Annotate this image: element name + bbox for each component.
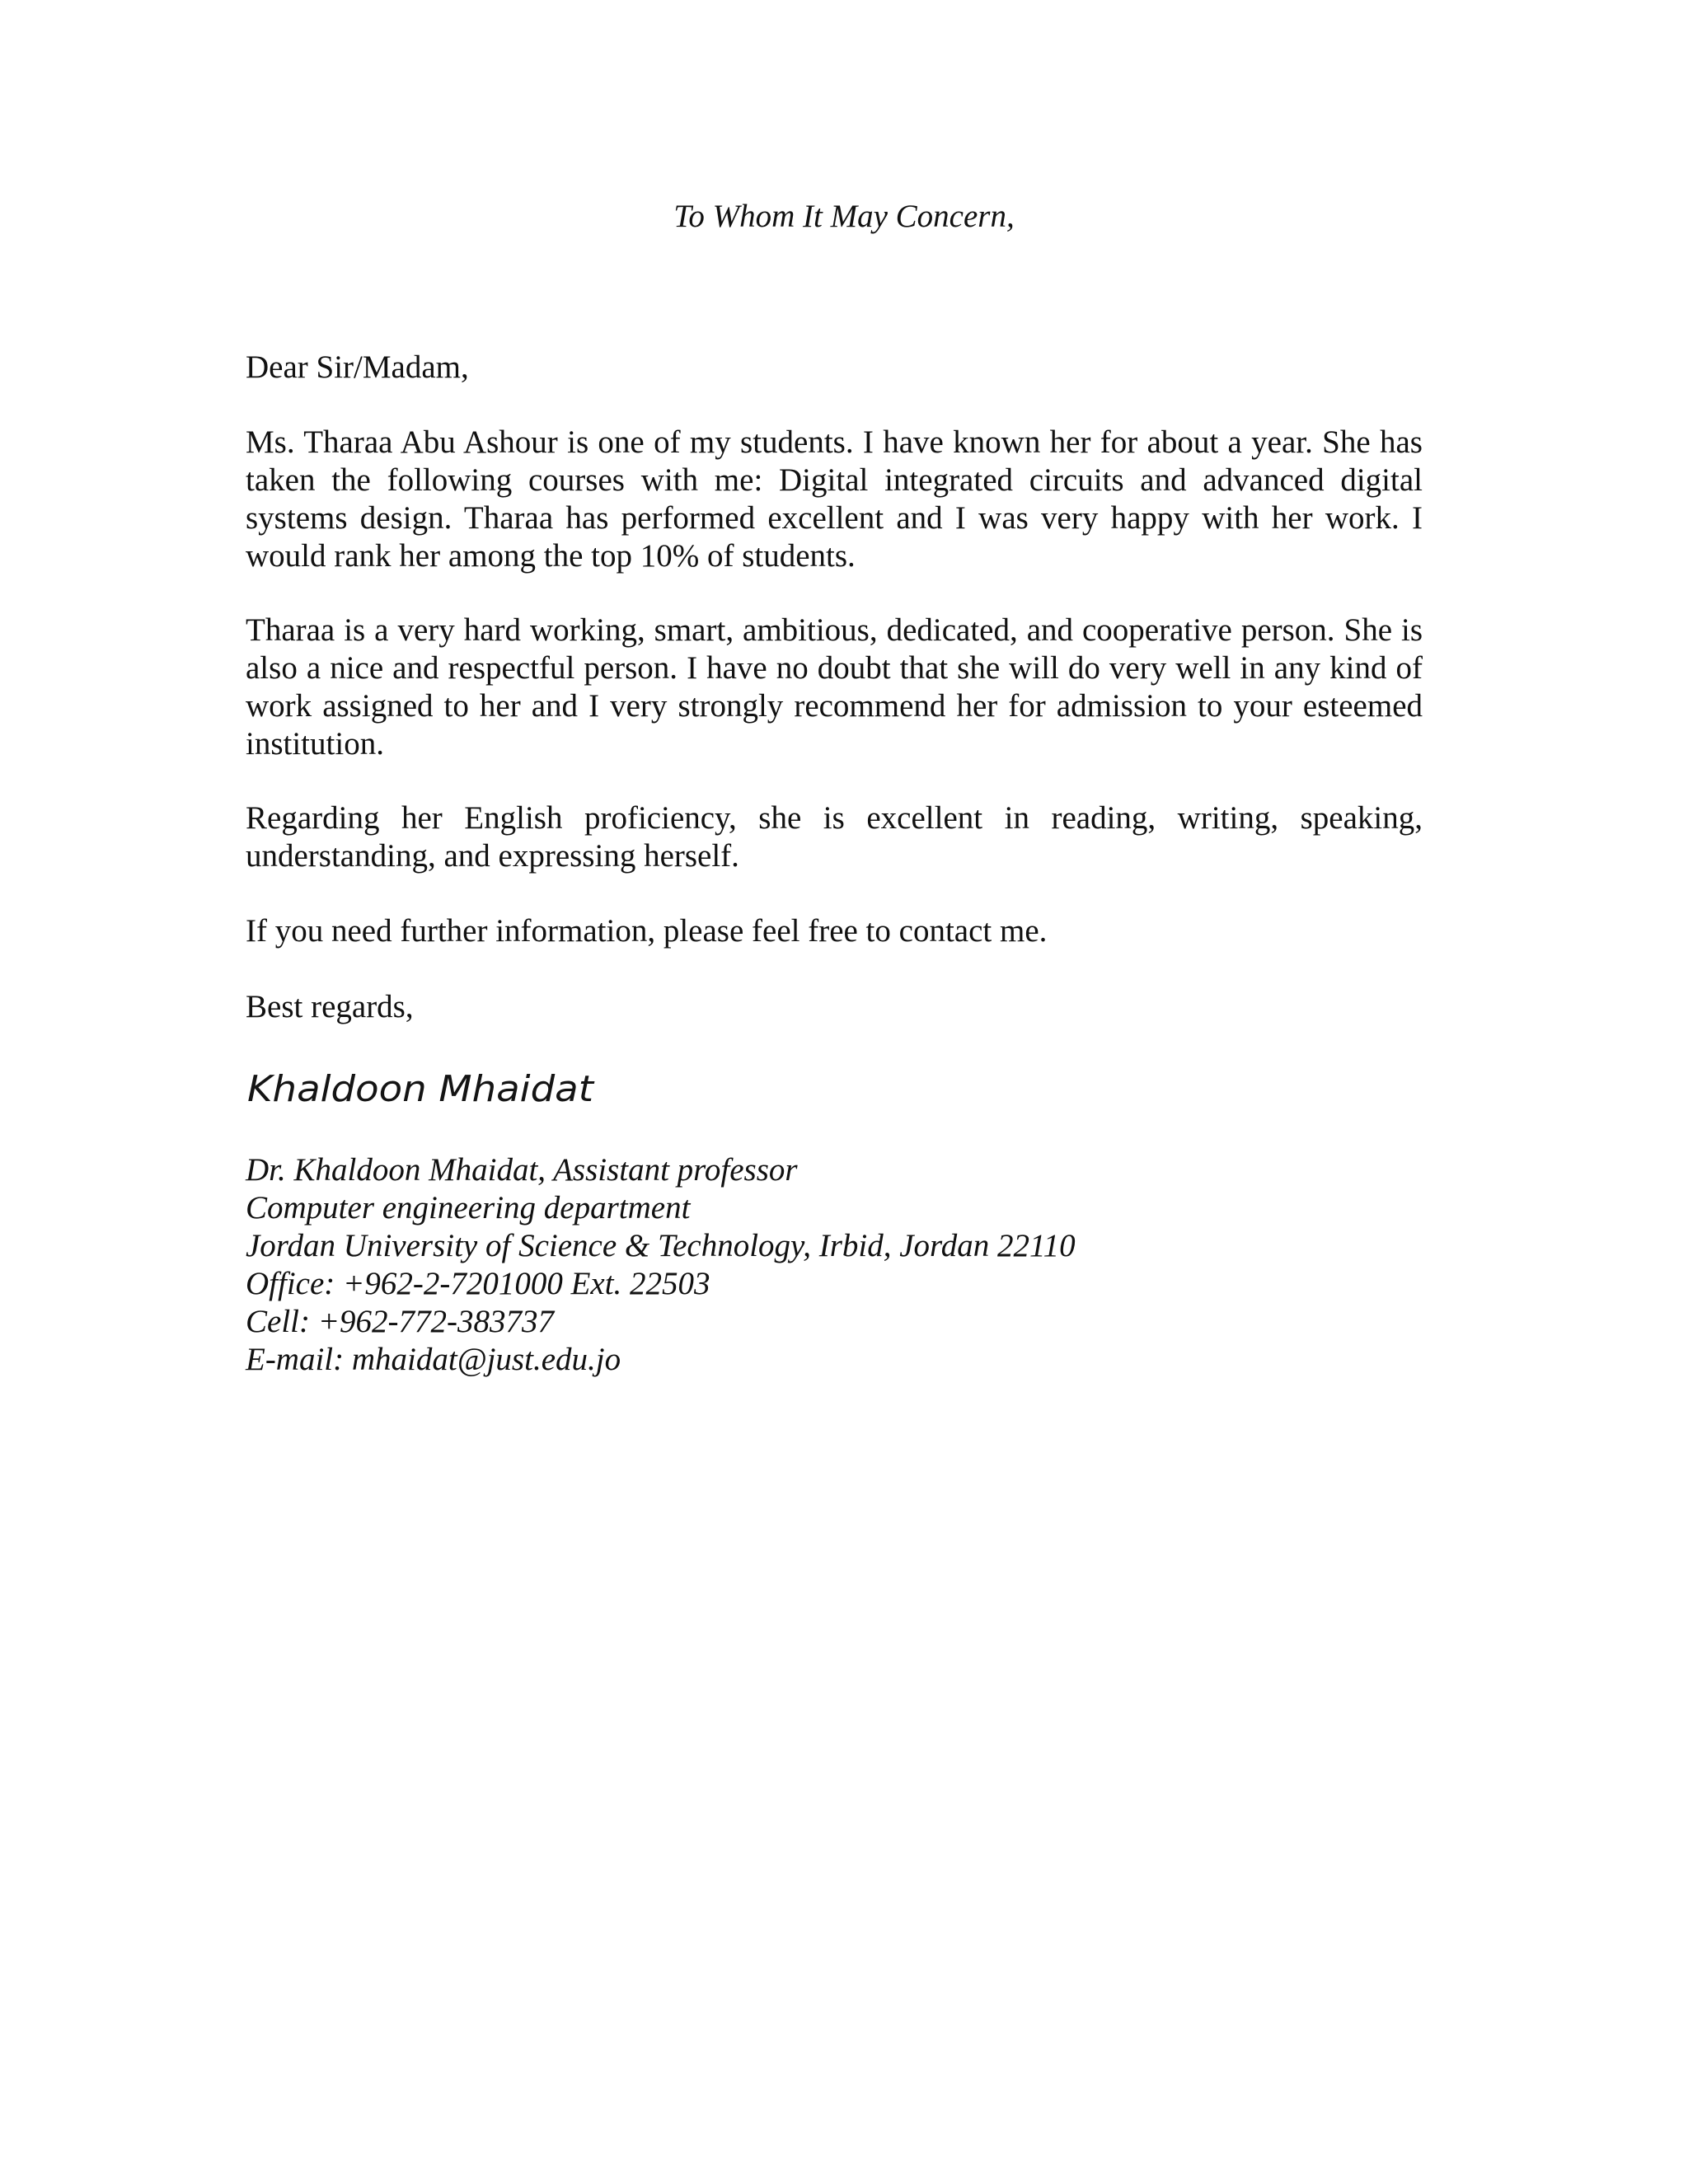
signature-text: Khaldoon Mhaidat: [247, 1068, 595, 1110]
closing: Best regards,: [246, 989, 414, 1024]
signer-name-title: Dr. Khaldoon Mhaidat, Assistant professor: [246, 1152, 798, 1188]
signature-block: [246, 1151, 1423, 1379]
body-paragraph-1: Ms. Tharaa Abu Ashour is one of my students. I have known her for about a year. She has taken the following courses with me: Digital integrated circuits and advanced digital systems design. Tharaa has performed excellent and I was very happy with her work. I would rank her among the top 10% of students.: [246, 424, 1423, 574]
handwritten-signature: [246, 1060, 707, 1118]
body-paragraph-3: Regarding her English proficiency, she is excellent in reading, writing, speaking, understanding, and expressing herself.: [246, 800, 1423, 874]
salutation: Dear Sir/Madam,: [246, 349, 469, 385]
signer-university: Jordan University of Science & Technology, Irbid, Jordan 22110: [246, 1228, 1076, 1263]
signer-email: E-mail: mhaidat@just.edu.jo: [246, 1342, 621, 1377]
body-paragraph-4: If you need further information, please feel free to contact me.: [246, 913, 1048, 949]
signer-office-phone: Office: +962-2-7201000 Ext. 22503: [246, 1266, 710, 1301]
signer-department: Computer engineering department: [246, 1190, 691, 1226]
signer-cell-phone: Cell: +962-772-383737: [246, 1304, 555, 1339]
body-paragraph-2: Tharaa is a very hard working, smart, ambitious, dedicated, and cooperative person. She is also a nice and respectful person. I have no doubt that she will do very well in any kind of work assigned to her and I very strongly recommend her for admission to your esteemed institution.: [246, 612, 1423, 762]
letter-heading: To Whom It May Concern,: [673, 199, 1015, 234]
signature-svg: [246, 1060, 707, 1118]
